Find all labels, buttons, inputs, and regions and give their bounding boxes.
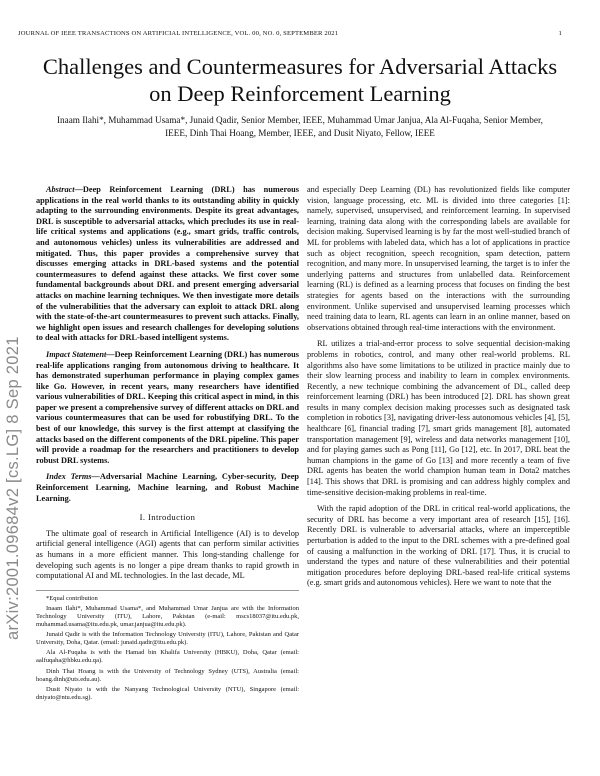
right-column [307, 185, 570, 595]
footnotes [36, 590, 299, 702]
intro-paragraph: The ultimate goal of research in Artificial Intelligence (AI) is to develop artificial general intelligence (AGI) agents that can perform similar activities as humans in a more efficient manner. This long-standing challenge for developing such agents is no longer a pipe dream thanks to rapid growth in computational AI and ML technologies. In the last decade, ML [36, 528, 299, 581]
footnote-item: Dinh Thai Hoang is with the University of Technology Sydney (UTS), Australia (email: hoang.dinh@uts.edu.au). [36, 667, 299, 683]
index-terms [36, 472, 299, 504]
footnote-item: Ala Al-Fuqaha is with the Hamad bin Khalifa University (HBKU), Doha, Qatar (email: aalfuqaha@hbku.edu.qa). [36, 649, 299, 665]
running-title: JOURNAL OF IEEE TRANSACTIONS ON ARTIFICIAL INTELLIGENCE, VOL. 00, NO. 0, SEPTEMBER 2021 [18, 30, 339, 37]
footnote-item: Dusit Niyato is with the Nanyang Technological University (NTU), Singapore (email: dniyato@ntu.edu.sg). [36, 685, 299, 701]
impact-statement [36, 350, 299, 467]
footnote-item: Junaid Qadir is with the Information Technology University (ITU), Lahore, Pakistan and Qatar University, Doha, Qatar. (email: junaid.qadir@itu.edu.pk). [36, 631, 299, 647]
impact-label: Impact Statement— [46, 349, 115, 359]
index-terms-label: Index Terms— [46, 472, 100, 482]
body-paragraph: and especially Deep Learning (DL) has revolutionized fields like computer vision, language processing, etc. ML is divided into three categories [1]: namely, supervised, unsupervised, and reinforcement learning. In supervised learning, training data along with the corresponding labels are available for decision making. Supervised learning is by far the most well-studied branch of ML for problems with labeled data, which has a lot of applications in practice such as object recognition, speech recognition, spam detection, pattern recognition, and many more. In unsupervised learning, the target is to infer the underlying patterns and structures from unlabelled data. Reinforcement learning (RL) is defined as a learning process that focuses on finding the best strategies for agents based on the interactions with the surrounding environment. Unlike supervised and unsupervised learning processes which need training data to learn, RL agents can learn in an online manner, based on observations obtained through real-time interactions with the environment. [307, 185, 570, 332]
running-header [18, 30, 562, 37]
abstract-text: Deep Reinforcement Learning (DRL) has numerous applications in the real world thanks to its outstanding ability in quickly adapting to the surrounding environments. Despite its great advantages, DRL is susceptible to adversarial attacks, which precludes its use in real-life critical systems and applications (e.g., smart grids, traffic controls, and autonomous vehicles) unless its vulnerabilities are addressed and mitigated. Thus, this paper provides a comprehensive survey that discusses emerging attacks in DRL-based systems and the potential countermeasures to defend against these attacks. We first cover some fundamental backgrounds about DRL and present emerging adversarial attacks on machine learning techniques. We then investigate more details of the vulnerabilities that the adversary can exploit to attack DRL along with the state-of-the-art countermeasures to prevent such attacks. Finally, we highlight open issues and research challenges for developing solutions to deal with attacks for DRL-based intelligent systems. [36, 185, 299, 343]
footnote-item: Inaam Ilahi*, Muhammad Usama*, and Muhammad Umar Janjua are with the Information Technology University (ITU), Lahore, Pakistan (e-mail: mscs18037@itu.edu.pk, muhammad.usama@itu.edu.pk, umar.janjua@itu.edu.pk). [36, 604, 299, 629]
abstract [36, 185, 299, 344]
paper-title: Challenges and Countermeasures for Adversarial Attacks on Deep Reinforcement Learning [42, 54, 558, 106]
index-terms-text: Adversarial Machine Learning, Cyber-security, Deep Reinforcement Learning, Machine learning, and Robust Machine Learning. [36, 472, 300, 503]
section-heading: I. Introduction [139, 512, 196, 523]
body-paragraph: RL utilizes a trial-and-error process to solve sequential decision-making problems in robotics, control, and many other real-world problems. RL algorithms also have some limitations to be utilized in practice mainly due to their slow learning process and inability to learn in complex environments. Recently, a new technique combining the advancement of DL, called deep reinforcement learning (DRL) has been introduced [2]. DRL has shown great results in many complex decision making processes such as designated task completion in robotics [3], navigating driver-less autonomous vehicles [4], [5], healthcare [6], financial trading [7], smart grids management [8], automated transportation management [9], wireless and data networks management [10], and for playing games such as Pong [11], Go [12], etc. In 2017, DRL beat the human champions in the game of Go [13] and more recently a team of five DRL agents has beaten the world champion human team in Dota2 matches [14]. This shows that DRL is promising and can address highly complex and time-sensitive decision-making problems in real-time. [307, 339, 570, 497]
body-paragraph: With the rapid adoption of the DRL in critical real-world applications, the security of DRL has become a very important area of research [15], [16]. Recently DRL is vulnerable to adversarial attacks, where an imperceptible perturbation is added to the input to the DRL schemes with a pre-defined goal of causing a malfunction in the working of DRL [17]. Thus, it is crucial to understand the types and nature of these vulnerabilities and their potential mitigation procedures before deploying DRL-based real-life critical systems (e.g. smart grids and autonomous vehicles). Here we want to note that the [307, 504, 570, 588]
arxiv-stamp: arXiv:2001.09684v2 [cs.LG] 8 Sep 2021 [4, 336, 22, 640]
impact-text: Deep Reinforcement Learning (DRL) has numerous real-life applications ranging from autonomous driving to healthcare. It has demonstrated superhuman performance in playing complex games like Go. However, in recent years, many researchers have identified various vulnerabilities of DRL. Keeping this critical aspect in mind, in this paper we present a comprehensive survey of different attacks on DRL and various countermeasures that can be used for robustifying DRL. To the best of our knowledge, this survey is the first attempt at classifying the attacks based on the different components of the DRL pipeline. This paper will provide a roadmap for the researchers and practitioners to develop robust DRL systems. [36, 349, 300, 465]
author-list: Inaam Ilahi*, Muhammad Usama*, Junaid Qadir, Senior Member, IEEE, Muhammad Umar Janjua, Ala Al-Fuqaha, Senior Member, IEEE, Dinh Thai Hoang, Member, IEEE, and Dusit Niyato, Fellow, IEEE [57, 115, 543, 138]
footnote-item: *Equal contribution [46, 594, 98, 602]
abstract-label: Abstract— [46, 185, 83, 194]
page-number: 1 [558, 30, 562, 37]
left-column [36, 185, 299, 704]
